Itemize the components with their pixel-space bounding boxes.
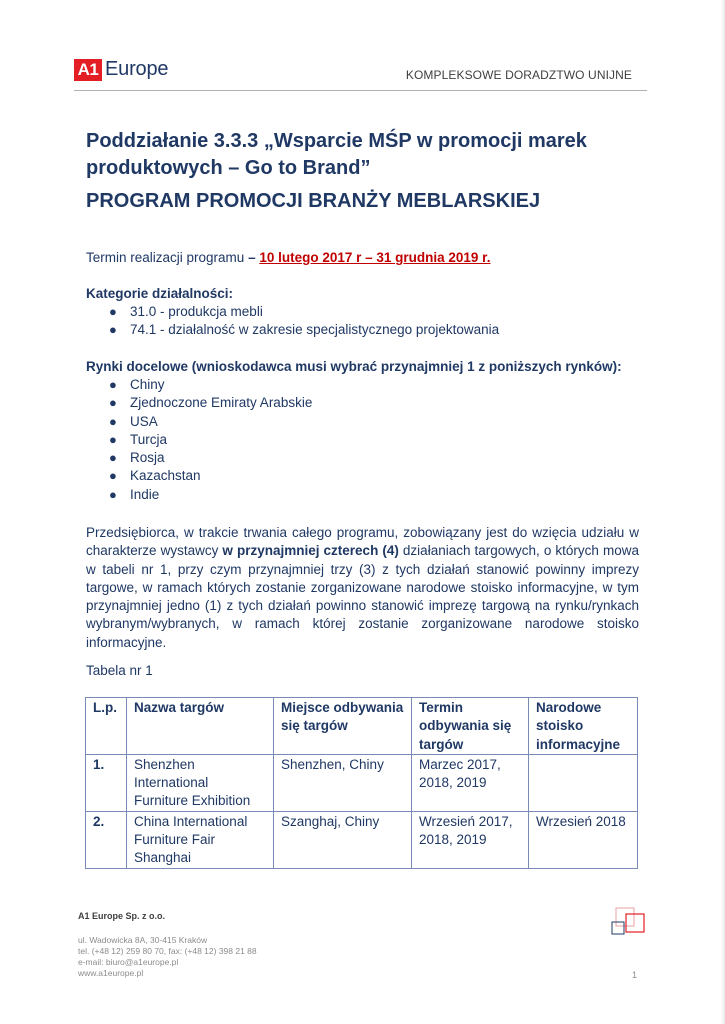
footer-company: A1 Europe Sp. z o.o. (78, 911, 166, 921)
fairs-table (85, 697, 638, 869)
table-header-cell: Narodowe stoisko informacyjne (529, 698, 638, 755)
footer-email: e-mail: biuro@a1europe.pl (78, 957, 179, 967)
list-item (86, 431, 312, 449)
table-cell: Shenzhen, Chiny (274, 754, 412, 811)
table-cell: Wrzesień 2017, 2018, 2019 (412, 811, 529, 868)
table-cell: Marzec 2017, 2018, 2019 (412, 754, 529, 811)
bullet-icon: ● (109, 468, 117, 484)
list-item-text: Chiny (130, 377, 165, 392)
logo-text: Europe (105, 58, 169, 80)
table-header-cell: Nazwa targów (127, 698, 274, 755)
logo-mark: A1 (74, 59, 102, 81)
decorative-squares-icon (610, 906, 650, 938)
list-item-text: Turcja (130, 431, 168, 447)
footer-address: ul. Wadowicka 8A, 30-415 Kraków (78, 935, 208, 945)
table-caption: Tabela nr 1 (86, 663, 153, 678)
table-cell: 2. (86, 811, 127, 868)
list-item (86, 394, 312, 412)
list-item (86, 486, 312, 504)
table-header-row (86, 698, 638, 755)
termin-label: Termin realizacji programu (86, 250, 245, 265)
table-cell: China International Furniture Fair Shanghai (127, 811, 274, 868)
table-cell (529, 754, 638, 811)
footer-phone: tel. (+48 12) 259 80 70, fax: (+48 12) 398 21 88 (78, 946, 257, 956)
bullet-icon: ● (109, 395, 117, 411)
list-item-text: USA (130, 413, 158, 429)
bullet-icon: ● (109, 486, 117, 502)
bullet-icon: ● (109, 304, 117, 319)
page-edge-shadow (721, 0, 725, 1024)
list-item-text: 31.0 - produkcja mebli (130, 304, 263, 319)
list-item-text: Rosja (130, 450, 165, 466)
bullet-icon: ● (109, 450, 117, 466)
header-divider (74, 90, 647, 91)
obligation-paragraph (86, 524, 639, 652)
table-header-cell: Miejsce odbywania się targów (274, 698, 412, 755)
kategorie-list (86, 303, 499, 340)
page-number: 1 (632, 970, 638, 980)
table-cell: Szanghaj, Chiny (274, 811, 412, 868)
table-cell: Wrzesień 2018 (529, 811, 638, 868)
document-title: Poddziałanie 3.3.3 „Wsparcie MŚP w promocji marek produktowych – Go to Brand” (86, 130, 587, 179)
paragraph-text: Przedsiębiorca, w trakcie trwania całego programu, zobowiązany jest do wzięcia udziału w charakterze wystawcy (86, 525, 639, 559)
termin-value: 10 lutego 2017 r – 31 grudnia 2019 r. (259, 250, 491, 265)
company-logo (74, 58, 168, 81)
footer-website: www.a1europe.pl (78, 968, 144, 978)
table-row (86, 754, 638, 811)
list-item (86, 467, 312, 485)
footer-contact (78, 935, 257, 979)
termin-line (86, 249, 490, 267)
document-subtitle: PROGRAM PROMOCJI BRANŻY MEBLARSKIEJ (86, 190, 541, 212)
rynki-heading: Rynki docelowe (wnioskodawca musi wybrać przynajmniej 1 z poniższych rynków): (86, 359, 622, 374)
list-item-text: Indie (130, 486, 160, 502)
bullet-icon: ● (109, 322, 117, 338)
table-cell: Shenzhen International Furniture Exhibition (127, 754, 274, 811)
list-item-text: Zjednoczone Emiraty Arabskie (130, 395, 313, 411)
list-item (86, 321, 499, 339)
termin-dash: – (244, 250, 260, 265)
paragraph-text: działaniach targowych, o których mowa w tabeli nr 1, przy czym przynajmniej trzy (3) z tych działań stanowić powinny imprezy targowe, w ramach których zostanie zorganizowane narodowe stoisko informacyjne, w tym przynajmniej jedno (1) z tych działań powinno stanowić imprezę targową na rynku/rynkach wybranym/wybranych, w ramach której zostanie zorganizowane narodowe stoisko informacyjne. (86, 543, 639, 650)
bullet-icon: ● (109, 431, 117, 447)
table-header-cell: L.p. (86, 698, 127, 755)
list-item-text: Kazachstan (130, 468, 201, 484)
table-cell: 1. (86, 754, 127, 811)
list-item (86, 449, 312, 467)
table-row (86, 811, 638, 868)
table-header-cell: Termin odbywania się targów (412, 698, 529, 755)
kategorie-heading: Kategorie działalności: (86, 286, 234, 301)
bullet-icon: ● (109, 377, 117, 392)
header-tagline: KOMPLEKSOWE DORADZTWO UNIJNE (405, 68, 632, 82)
bullet-icon: ● (109, 413, 117, 429)
list-item (86, 376, 312, 394)
paragraph-emphasis: w przynajmniej czterech (4) (222, 543, 399, 559)
list-item (86, 303, 499, 321)
rynki-list (86, 376, 312, 504)
list-item (86, 413, 312, 431)
list-item-text: 74.1 - działalność w zakresie specjalistycznego projektowania (130, 322, 500, 338)
